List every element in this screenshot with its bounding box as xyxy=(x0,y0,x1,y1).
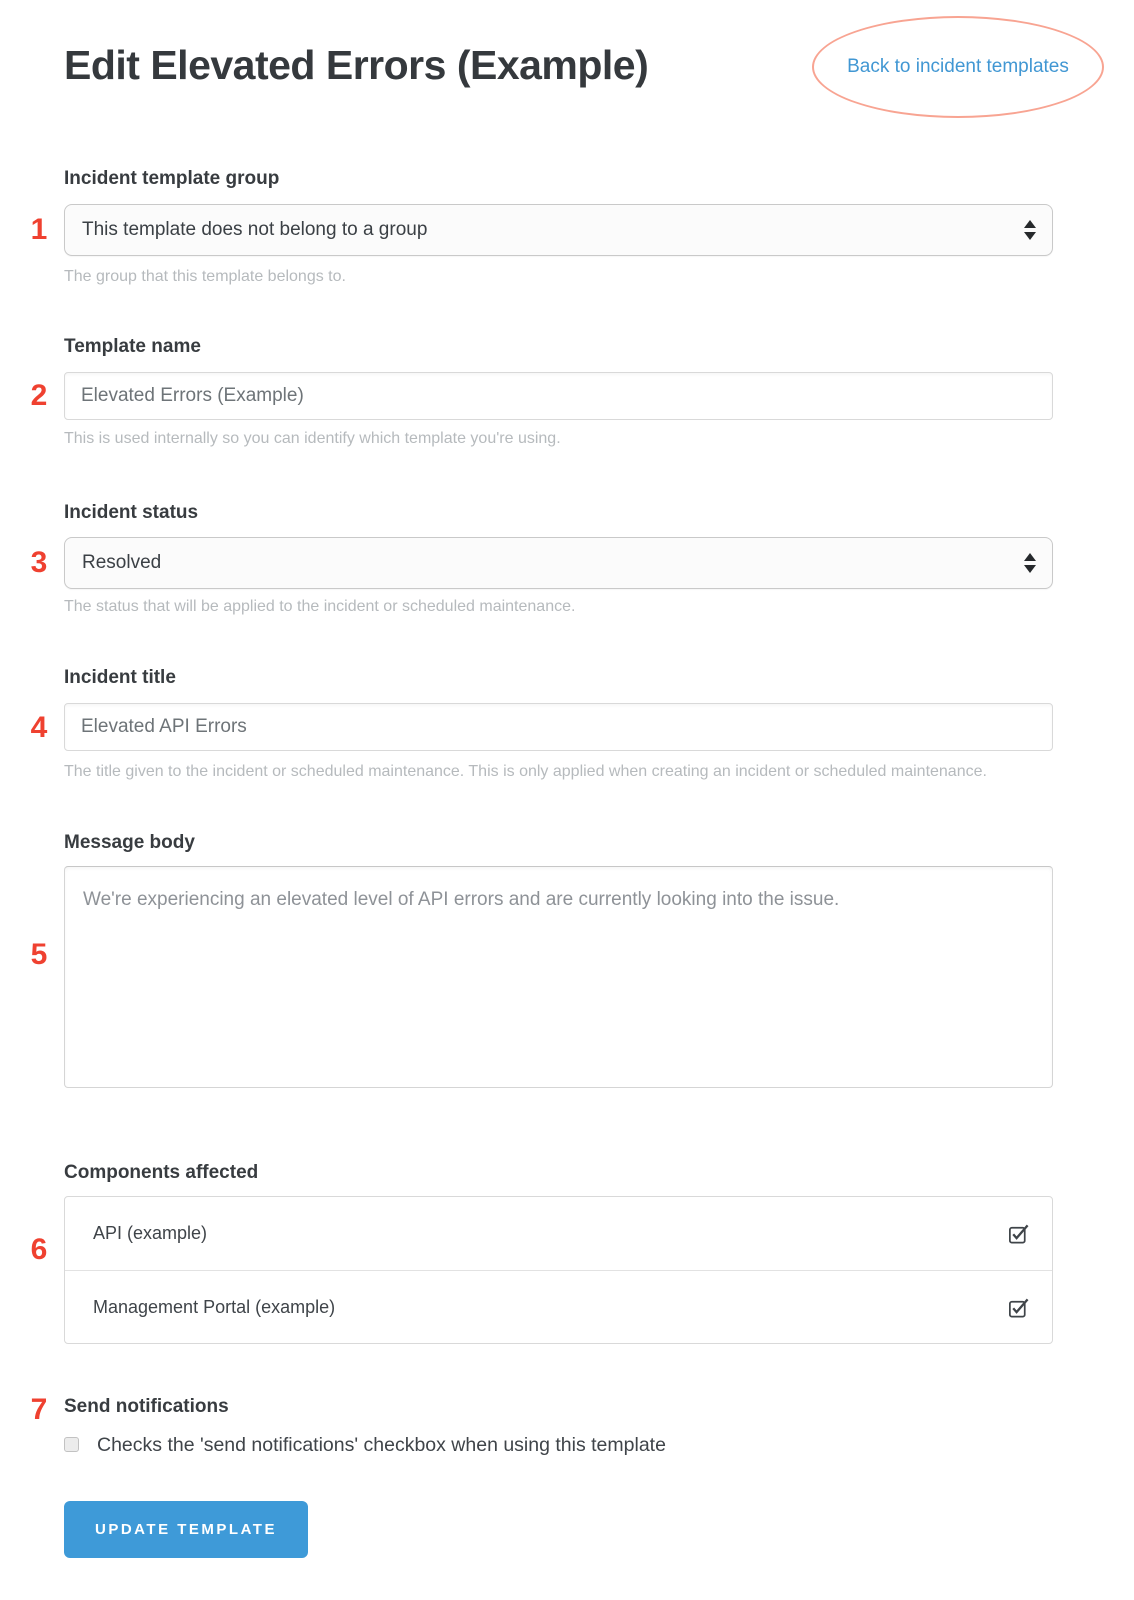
component-name: API (example) xyxy=(93,1223,208,1243)
incident-status-label: Incident status xyxy=(64,502,199,523)
send-notifications-checkbox[interactable] xyxy=(64,1437,79,1452)
back-to-incident-templates-link[interactable]: Back to incident templates xyxy=(847,56,1069,77)
select-updown-arrows-icon xyxy=(1024,553,1036,573)
message-body-label: Message body xyxy=(64,832,195,853)
annotation-number-6: 6 xyxy=(30,1233,48,1266)
select-updown-arrows-icon xyxy=(1024,220,1036,240)
annotation-number-7: 7 xyxy=(30,1393,48,1426)
incident-title-label: Incident title xyxy=(64,667,176,688)
annotation-number-3: 3 xyxy=(30,546,48,579)
checked-checkbox-icon[interactable] xyxy=(1007,1296,1030,1319)
annotation-number-5: 5 xyxy=(30,938,48,971)
send-notifications-row xyxy=(64,1434,666,1457)
send-notifications-checkbox-label[interactable]: Checks the 'send notifications' checkbox when using this template xyxy=(97,1434,666,1456)
incident-status-select[interactable] xyxy=(64,537,1053,589)
checked-checkbox-icon[interactable] xyxy=(1007,1222,1030,1245)
template-group-helper: The group that this template belongs to. xyxy=(64,268,346,285)
template-group-select[interactable] xyxy=(64,204,1053,256)
message-body-textarea[interactable] xyxy=(64,866,1053,1088)
template-name-input[interactable] xyxy=(64,372,1053,420)
component-row-management-portal[interactable] xyxy=(65,1270,1052,1343)
components-list xyxy=(64,1196,1053,1344)
annotation-number-2: 2 xyxy=(30,379,48,412)
component-row-api[interactable] xyxy=(65,1197,1052,1270)
component-name: Management Portal (example) xyxy=(93,1296,336,1317)
annotation-number-4: 4 xyxy=(30,711,48,744)
template-group-selected-value: This template does not belong to a group xyxy=(82,219,428,240)
page-title: Edit Elevated Errors (Example) xyxy=(64,42,649,88)
incident-status-helper: The status that will be applied to the incident or scheduled maintenance. xyxy=(64,598,576,615)
update-template-button[interactable]: UPDATE TEMPLATE xyxy=(64,1501,308,1558)
send-notifications-label: Send notifications xyxy=(64,1396,229,1417)
incident-title-input[interactable] xyxy=(64,703,1053,751)
template-name-label: Template name xyxy=(64,336,201,357)
incident-title-helper: The title given to the incident or scheduled maintenance. This is only applied when creating an incident or scheduled maintenance. xyxy=(64,763,987,780)
components-affected-label: Components affected xyxy=(64,1162,259,1183)
template-group-label: Incident template group xyxy=(64,168,280,189)
template-name-helper: This is used internally so you can identify which template you're using. xyxy=(64,430,561,447)
annotation-number-1: 1 xyxy=(30,213,48,246)
incident-status-selected-value: Resolved xyxy=(82,552,162,573)
annotation-ellipse xyxy=(812,16,1104,118)
